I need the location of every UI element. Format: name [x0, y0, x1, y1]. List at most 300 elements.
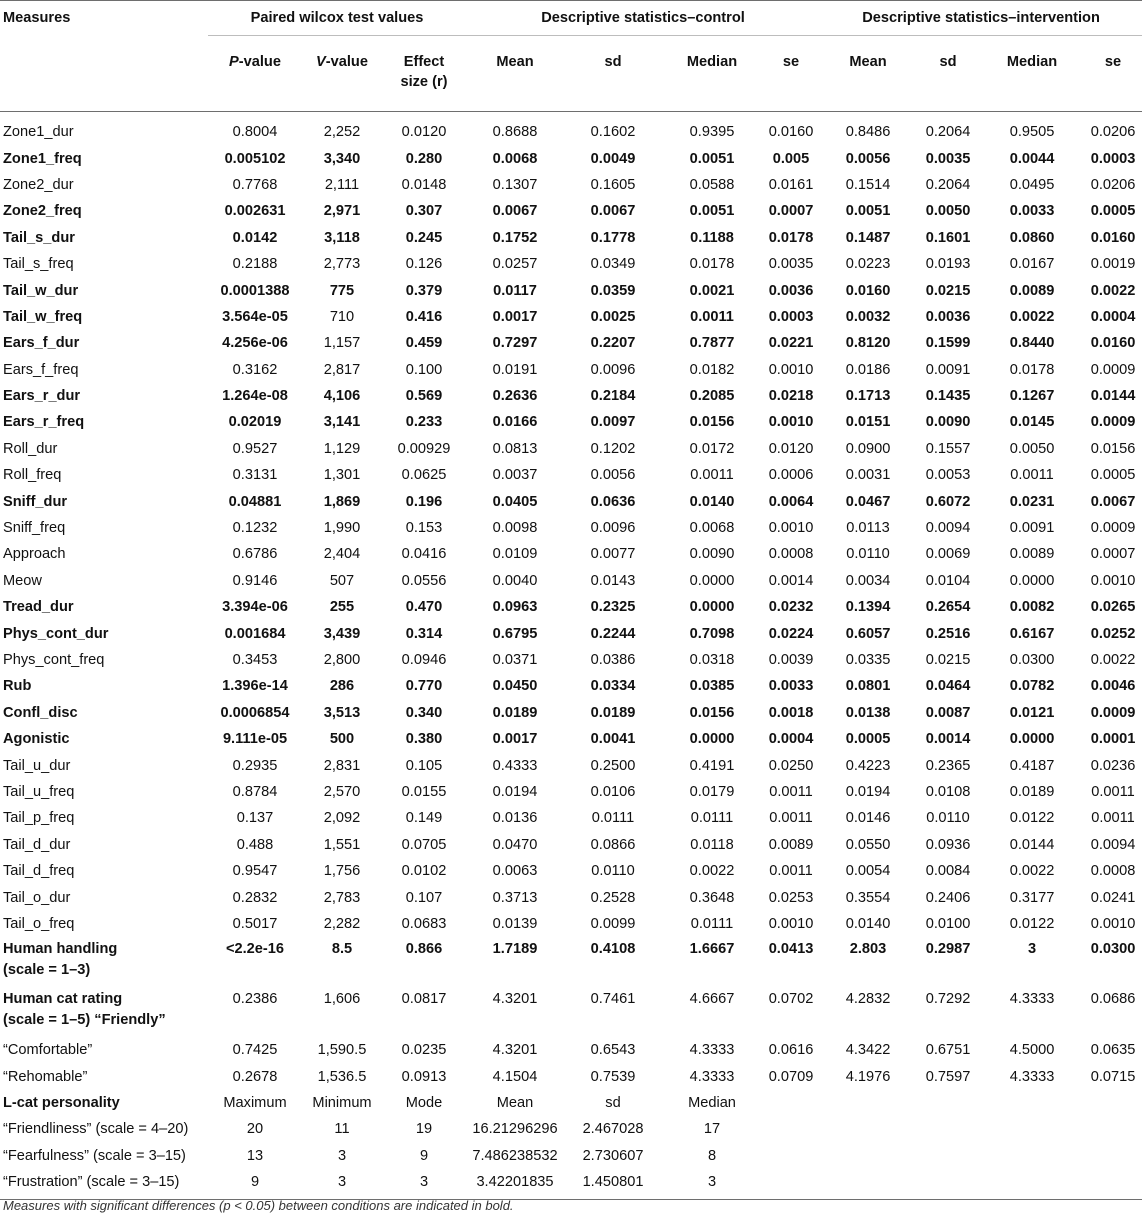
column-header-row: [0, 36, 1142, 112]
p-value-cell: 3.564e-05: [222, 308, 288, 325]
v-value-cell: 255: [329, 599, 355, 616]
control-mean-cell: 0.0257: [492, 256, 538, 273]
control-se-cell: [762, 1090, 820, 1116]
intervention-se-cell: 0.0011: [1091, 810, 1135, 827]
control-group-header: Descriptive statistics–control: [466, 1, 820, 36]
measure-cell: “Rehomable”: [3, 1068, 88, 1085]
v-value-cell: 1,301: [323, 467, 361, 484]
intervention-se-cell: 0.0019: [1090, 256, 1136, 273]
measure-cell: Human handling (scale = 1–3): [3, 941, 118, 979]
v-value-cell: 2,282: [323, 915, 361, 932]
p-value-cell: 0.2188: [232, 256, 278, 273]
intervention-median-cell: 0.0089: [1009, 546, 1055, 563]
intervention-mean-cell: 4.3422: [845, 1042, 891, 1059]
intervention-se-cell: 0.0003: [1090, 150, 1136, 167]
control-mean-cell: 0.0194: [492, 783, 538, 800]
control-mean-cell: 0.0017: [492, 308, 538, 325]
intervention-median-cell: 0.0145: [1009, 414, 1055, 431]
intervention-sd-cell: 0.1557: [925, 440, 971, 457]
control-se-cell: 0.0011: [769, 810, 813, 827]
measure-cell: L-cat personality: [3, 1095, 120, 1112]
intervention-se-cell: 0.0252: [1090, 625, 1136, 642]
intervention-mean-cell: 0.0113: [846, 520, 890, 537]
effect-size-cell: 0.340: [405, 704, 443, 721]
control-sd-cell: 0.2325: [590, 599, 636, 616]
v-value-cell: 2,570: [323, 783, 361, 800]
v-value-cell: Minimum: [312, 1095, 372, 1112]
intervention-mean-cell: [820, 1090, 916, 1116]
intervention-mean-cell: 0.8120: [845, 335, 891, 352]
intervention-mean-cell: 0.0467: [845, 493, 891, 510]
table-row: [0, 357, 1142, 383]
intervention-median-cell: 3: [1027, 941, 1037, 958]
table-row: [0, 409, 1142, 435]
table-row: [0, 383, 1142, 409]
table-row: [0, 594, 1142, 620]
table-row: [0, 488, 1142, 514]
p-value-cell: 0.6786: [232, 546, 278, 563]
intervention-median-cell: 0.6167: [1009, 625, 1055, 642]
intervention-sd-cell: 0.2064: [925, 176, 971, 193]
intervention-sd-cell: [916, 1090, 980, 1116]
effect-size-cell: 9: [419, 1147, 429, 1164]
control-mean-cell: 4.3201: [492, 991, 538, 1008]
control-se-cell: 0.0004: [768, 731, 814, 748]
control-se-cell: 0.0232: [768, 599, 814, 616]
control-mean-cell: 0.0117: [493, 282, 537, 299]
control-median-cell: 0.0000: [689, 572, 735, 589]
control-sd-cell: 0.2184: [590, 388, 636, 405]
control-median-cell: 0.2085: [689, 388, 735, 405]
control-mean-cell: 0.0191: [492, 361, 538, 378]
measure-cell: Human cat rating (scale = 1–5) “Friendly”: [3, 991, 166, 1029]
control-median-cell: 0.0385: [689, 678, 735, 695]
control-sd-cell: sd: [605, 1095, 621, 1112]
intervention-median-cell: 0.0121: [1009, 704, 1055, 721]
control-mean-cell: 0.0189: [492, 704, 538, 721]
intervention-mean-cell: 0.0034: [845, 572, 891, 589]
table-row: [0, 172, 1142, 198]
table-row: [0, 568, 1142, 594]
measure-cell: Zone1_freq: [3, 150, 82, 167]
control-median-cell: Median: [688, 1095, 736, 1112]
table-row: [0, 1090, 1142, 1116]
p-value-header: P-value: [229, 54, 281, 70]
measure-cell: Tail_d_freq: [3, 863, 75, 880]
control-se-cell: 0.0064: [768, 493, 814, 510]
intervention-mean-cell: 0.8486: [845, 124, 891, 141]
control-se-cell: [762, 1169, 820, 1200]
v-value-cell: 2,773: [323, 256, 361, 273]
intervention-sd-cell: 0.0014: [925, 731, 971, 748]
control-median-cell: 0.0011: [690, 308, 734, 325]
control-se-cell: 0.0616: [768, 1042, 814, 1059]
control-mean-cell: 0.0405: [492, 493, 538, 510]
control-se-cell: 0.0006: [768, 467, 814, 484]
intervention-se-cell: 0.0686: [1090, 991, 1136, 1008]
v-value-cell: 3,340: [323, 150, 361, 167]
effect-size-cell: 0.0705: [401, 836, 447, 853]
control-mean-cell: 0.0017: [492, 731, 538, 748]
control-se-cell: 0.0221: [768, 335, 814, 352]
p-value-cell: Maximum: [223, 1095, 287, 1112]
intervention-se-cell: 0.0094: [1090, 836, 1136, 853]
control-se-cell: 0.0218: [768, 388, 814, 405]
intervention-mean-cell: 0.0146: [845, 810, 891, 827]
effect-size-cell: 0.470: [405, 599, 443, 616]
intervention-se-cell: 0.0022: [1090, 652, 1136, 668]
p-value-cell: <2.2e-16: [225, 941, 285, 958]
intervention-median-cell: 0.0022: [1009, 308, 1055, 325]
intervention-median-cell: 0.0860: [1009, 229, 1055, 246]
intervention-median-cell: 0.9505: [1009, 124, 1055, 141]
effect-size-cell: 0.569: [405, 388, 443, 405]
control-median-cell: 4.3333: [689, 1042, 735, 1059]
p-value-cell: 1.396e-14: [222, 678, 288, 695]
control-se-cell: 0.0709: [768, 1068, 814, 1085]
intervention-mean-cell: 4.1976: [845, 1068, 891, 1085]
control-sd-cell: 0.0636: [590, 493, 636, 510]
control-se-cell: [762, 1116, 820, 1142]
intervention-mean-cell: 0.4223: [845, 757, 891, 774]
effect-size-cell: 0.0155: [401, 783, 447, 800]
p-value-cell: 0.3162: [232, 361, 278, 378]
intervention-se-cell: 0.0635: [1090, 1042, 1136, 1059]
intervention-mean-cell: 0.6057: [845, 625, 891, 642]
measure-cell: Roll_dur: [3, 440, 58, 457]
v-value-cell: 2,831: [323, 757, 361, 774]
control-median-header: Median: [686, 54, 738, 70]
intervention-median-cell: [980, 1169, 1084, 1200]
intervention-median-cell: 0.0082: [1009, 599, 1055, 616]
intervention-median-cell: [980, 1090, 1084, 1116]
control-sd-cell: 0.0025: [590, 308, 636, 325]
intervention-se-cell: 0.0010: [1090, 572, 1136, 589]
control-sd-cell: 2.467028: [582, 1121, 644, 1138]
control-se-cell: 0.0161: [768, 176, 814, 193]
p-value-cell: 0.2386: [232, 991, 278, 1008]
control-sd-header: sd: [604, 54, 622, 70]
p-value-cell: 0.3131: [232, 467, 278, 484]
v-value-cell: 3,513: [323, 704, 361, 721]
control-sd-cell: 0.0041: [590, 731, 636, 748]
measure-cell: Tail_d_dur: [3, 836, 71, 853]
intervention-median-cell: 0.0167: [1009, 256, 1055, 273]
control-median-cell: 0.0182: [689, 361, 735, 378]
table-row: [0, 620, 1142, 646]
control-sd-cell: 0.0096: [590, 361, 636, 378]
intervention-se-cell: [1084, 1143, 1142, 1169]
intervention-mean-cell: 0.1713: [845, 388, 891, 405]
table-row: [0, 330, 1142, 356]
table-row: [0, 1064, 1142, 1090]
measure-cell: Roll_freq: [3, 467, 62, 484]
intervention-mean-cell: 2.803: [849, 941, 887, 958]
table-row: [0, 987, 1142, 1037]
intervention-mean-cell: 0.0335: [845, 652, 891, 668]
control-median-cell: 0.9395: [689, 124, 735, 141]
effect-size-cell: 0.866: [405, 941, 443, 958]
intervention-sd-cell: 0.6072: [925, 493, 971, 510]
p-value-cell: 0.7425: [232, 1042, 278, 1059]
effect-size-cell: 0.0946: [401, 652, 447, 668]
measure-cell: Tail_u_dur: [3, 757, 71, 774]
effect-size-cell: 0.233: [405, 414, 443, 431]
measure-cell: “Frustration” (scale = 3–15): [3, 1174, 180, 1191]
table-row: [0, 647, 1142, 673]
intervention-median-cell: 0.0782: [1009, 678, 1055, 695]
control-mean-cell: 0.6795: [492, 625, 538, 642]
control-sd-cell: 0.4108: [590, 941, 636, 958]
control-median-cell: 0.0022: [689, 863, 735, 880]
intervention-sd-cell: 0.0108: [925, 783, 971, 800]
control-mean-cell: 0.2636: [492, 388, 538, 405]
intervention-median-cell: 0.0122: [1009, 810, 1055, 827]
intervention-se-cell: 0.0022: [1090, 282, 1136, 299]
control-sd-cell: 0.0359: [590, 282, 636, 299]
control-sd-cell: 0.0067: [590, 203, 636, 220]
intervention-sd-cell: 0.0193: [925, 256, 971, 273]
control-se-cell: 0.0010: [768, 520, 814, 537]
intervention-mean-cell: 0.1394: [845, 599, 891, 616]
control-sd-cell: 0.0106: [590, 783, 636, 800]
intervention-sd-cell: 0.2365: [925, 757, 971, 774]
v-value-cell: 11: [334, 1121, 350, 1138]
measure-cell: Ears_f_dur: [3, 335, 80, 352]
intervention-sd-cell: 0.7597: [925, 1068, 971, 1085]
control-se-cell: 0.0010: [768, 414, 814, 431]
intervention-se-cell: [1084, 1116, 1142, 1142]
p-value-cell: 0.9547: [232, 863, 278, 880]
v-value-cell: 1,551: [323, 836, 361, 853]
effect-size-cell: 0.459: [405, 335, 443, 352]
intervention-mean-cell: 4.2832: [845, 991, 891, 1008]
table-row: [0, 225, 1142, 251]
intervention-median-cell: 0.1267: [1009, 388, 1055, 405]
control-se-cell: 0.0007: [768, 203, 814, 220]
control-median-cell: 0.7877: [689, 335, 735, 352]
measure-cell: Phys_cont_freq: [3, 652, 105, 668]
p-value-cell: 0.2832: [232, 889, 278, 906]
intervention-sd-cell: 0.0936: [925, 836, 971, 853]
p-value-cell: 0.001684: [224, 625, 286, 642]
intervention-mean-cell: 0.0140: [845, 915, 891, 932]
intervention-se-cell: 0.0236: [1090, 757, 1136, 774]
intervention-sd-cell: 0.0094: [925, 520, 971, 537]
control-median-cell: 0.0156: [689, 704, 735, 721]
table-row: [0, 198, 1142, 224]
intervention-se-cell: 0.0241: [1090, 889, 1136, 906]
measure-cell: Sniff_dur: [3, 493, 68, 510]
intervention-se-cell: 0.0067: [1090, 493, 1136, 510]
intervention-sd-cell: 0.2406: [925, 889, 971, 906]
control-median-cell: 0.0178: [689, 256, 735, 273]
p-value-cell: 0.9527: [232, 440, 278, 457]
control-mean-cell: 0.0371: [492, 652, 538, 668]
intervention-median-cell: 4.5000: [1009, 1042, 1055, 1059]
p-value-cell: 13: [246, 1147, 264, 1164]
intervention-sd-cell: 0.0464: [925, 678, 971, 695]
intervention-sd-cell: 0.1601: [925, 229, 971, 246]
control-median-cell: 0.0156: [689, 414, 735, 431]
control-median-cell: 0.0111: [690, 915, 734, 932]
effect-size-cell: Mode: [405, 1095, 443, 1112]
control-se-cell: 0.0224: [768, 625, 814, 642]
group-header-row: [0, 1, 1142, 36]
effect-size-cell: 0.0235: [401, 1042, 447, 1059]
table-body: [0, 112, 1142, 1200]
control-sd-cell: 0.1602: [590, 124, 636, 141]
table-row: [0, 251, 1142, 277]
effect-size-cell: 0.100: [405, 361, 443, 378]
p-value-cell: 0.3453: [232, 652, 278, 668]
table-row: [0, 884, 1142, 910]
control-se-cell: 0.0010: [768, 361, 814, 378]
measure-cell: “Comfortable”: [3, 1042, 93, 1059]
intervention-mean-cell: 0.0160: [845, 282, 891, 299]
intervention-mean-cell: 0.1487: [845, 229, 891, 246]
intervention-median-cell: 0.4187: [1009, 757, 1055, 774]
control-mean-cell: 0.7297: [492, 335, 538, 352]
control-mean-cell: 0.1752: [492, 229, 538, 246]
control-mean-cell: 4.1504: [492, 1068, 538, 1085]
table-row: [0, 304, 1142, 330]
intervention-median-cell: 0.0122: [1009, 915, 1055, 932]
intervention-se-cell: 0.0001: [1090, 731, 1136, 748]
intervention-sd-cell: 0.2987: [925, 941, 971, 958]
table-row: [0, 937, 1142, 987]
control-sd-cell: 0.0349: [590, 256, 636, 273]
intervention-sd-cell: 0.2654: [925, 599, 971, 616]
intervention-se-cell: 0.0206: [1090, 176, 1136, 193]
wilcox-group-header: Paired wilcox test values: [208, 1, 466, 36]
control-se-cell: 0.0413: [768, 941, 814, 958]
p-value-cell: 9: [250, 1174, 260, 1191]
control-sd-cell: 0.2528: [590, 889, 636, 906]
control-mean-cell: 0.0063: [492, 863, 538, 880]
intervention-mean-cell: 0.0056: [845, 150, 891, 167]
effect-size-cell: 0.149: [405, 810, 443, 827]
effect-size-cell: 0.0556: [401, 572, 447, 589]
intervention-sd-cell: 0.0069: [925, 546, 971, 563]
control-median-cell: 0.0051: [689, 150, 735, 167]
control-sd-cell: 0.0097: [590, 414, 636, 431]
control-se-cell: 0.0039: [768, 652, 814, 668]
control-mean-cell: 0.0068: [492, 150, 538, 167]
measure-cell: Tail_o_dur: [3, 889, 71, 906]
intervention-group-header: Descriptive statistics–intervention: [820, 1, 1142, 36]
intervention-sd-cell: 0.0215: [925, 652, 971, 668]
intervention-median-cell: [980, 1116, 1084, 1142]
control-se-cell: 0.0008: [768, 546, 814, 563]
intervention-sd-cell: 0.0084: [925, 863, 971, 880]
intervention-mean-cell: 0.1514: [845, 176, 891, 193]
intervention-mean-cell: 0.0110: [846, 546, 890, 563]
measure-cell: Agonistic: [3, 731, 70, 748]
v-value-cell: 3,439: [323, 625, 361, 642]
effect-size-cell: 0.379: [405, 282, 443, 299]
control-sd-cell: 2.730607: [582, 1147, 644, 1164]
control-se-cell: 0.0036: [768, 282, 814, 299]
control-sd-cell: 0.0099: [590, 915, 636, 932]
intervention-median-cell: 0.0000: [1009, 731, 1055, 748]
control-sd-cell: 0.0386: [590, 652, 636, 668]
table-row: [0, 277, 1142, 303]
effect-size-cell: 0.105: [405, 757, 443, 774]
p-value-cell: 1.264e-08: [222, 388, 288, 405]
intervention-se-cell: 0.0010: [1090, 915, 1136, 932]
table-row: [0, 726, 1142, 752]
control-median-cell: 0.7098: [689, 625, 735, 642]
intervention-median-cell: 0.8440: [1009, 335, 1055, 352]
measure-cell: Tail_u_freq: [3, 783, 75, 800]
control-sd-cell: 0.1605: [590, 176, 636, 193]
effect-size-cell: 0.307: [405, 203, 443, 220]
v-value-cell: 2,783: [323, 889, 361, 906]
intervention-median-cell: 0.0011: [1010, 467, 1054, 484]
footnote: Measures with significant differences (p < 0.05) between conditions are indicated in bold.: [3, 1198, 514, 1213]
v-value-cell: 1,869: [323, 493, 361, 510]
v-value-cell: 1,536.5: [317, 1068, 367, 1085]
intervention-median-cell: 0.0089: [1009, 282, 1055, 299]
control-mean-cell: 0.0040: [492, 572, 538, 589]
intervention-se-cell: 0.0011: [1091, 783, 1135, 800]
intervention-se-cell: 0.0008: [1090, 863, 1136, 880]
intervention-mean-cell: 0.0031: [845, 467, 891, 484]
intervention-sd-cell: 0.0215: [925, 282, 971, 299]
measure-cell: Rub: [3, 678, 32, 695]
p-value-cell: 0.488: [236, 836, 274, 853]
effect-size-cell: 0.00929: [397, 440, 451, 457]
control-median-cell: 0.4191: [689, 757, 735, 774]
intervention-se-header: se: [1104, 54, 1122, 70]
v-value-cell: 2,092: [323, 810, 361, 827]
intervention-mean-cell: 0.0801: [845, 678, 891, 695]
table-row: [0, 112, 1142, 146]
control-mean-cell: 0.4333: [492, 757, 538, 774]
control-median-cell: 4.6667: [689, 991, 735, 1008]
control-mean-cell: 4.3201: [492, 1042, 538, 1059]
p-value-cell: 0.7768: [232, 176, 278, 193]
control-se-cell: 0.0250: [768, 757, 814, 774]
table-row: [0, 805, 1142, 831]
control-median-cell: 0.0172: [689, 440, 735, 457]
control-median-cell: 0.0000: [689, 731, 735, 748]
measure-cell: Tail_o_freq: [3, 915, 75, 932]
control-sd-cell: 0.0096: [590, 520, 636, 537]
control-median-cell: 0.0140: [689, 493, 735, 510]
p-value-cell: 4.256e-06: [222, 335, 288, 352]
intervention-median-cell: 4.3333: [1009, 991, 1055, 1008]
control-median-cell: 0.0111: [690, 810, 734, 827]
intervention-sd-cell: 0.0035: [925, 150, 971, 167]
effect-size-cell: 0.0625: [401, 467, 447, 484]
control-se-cell: 0.0089: [768, 836, 814, 853]
control-median-cell: 0.0021: [689, 282, 735, 299]
p-value-cell: 0.137: [236, 810, 274, 827]
table-row: [0, 858, 1142, 884]
control-mean-cell: 0.0139: [492, 915, 538, 932]
control-median-cell: 4.3333: [689, 1068, 735, 1085]
intervention-se-cell: [1084, 1169, 1142, 1200]
control-sd-cell: 0.0866: [590, 836, 636, 853]
intervention-sd-cell: 0.0050: [925, 203, 971, 220]
control-mean-header: Mean: [496, 54, 534, 70]
intervention-mean-header: Mean: [849, 54, 887, 70]
intervention-sd-cell: 0.0090: [925, 414, 971, 431]
effect-size-cell: 0.153: [405, 520, 443, 537]
v-value-cell: 1,990: [323, 520, 361, 537]
